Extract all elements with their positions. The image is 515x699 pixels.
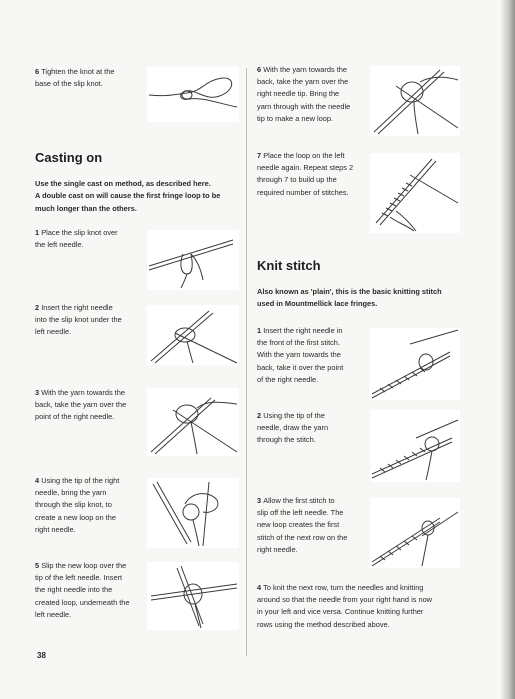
cast-on-step-2: 2 Insert the right needle into the slip knot under the left needle. (35, 303, 122, 337)
slip-knot-icon (147, 67, 239, 122)
knit-slip-off-icon (370, 498, 460, 568)
knit-stitch-heading: Knit stitch (257, 258, 321, 273)
page-number: 38 (37, 651, 46, 660)
knit-step-2: 2 Using the tip of the needle, draw the yarn through the stitch. (257, 411, 329, 445)
casting-on-heading: Casting on (35, 150, 103, 165)
right-needle-loop-icon (370, 66, 460, 136)
cast-on-step-4: 4 Using the tip of the right needle, bring the yarn through the slip knot, to create a new loop on the right needle. (35, 476, 120, 534)
cast-on-step-3: 3 With the yarn towards the back, take the yarn over the point of the right needle. (35, 388, 127, 422)
cast-on-step-5: 5 Slip the new loop over the tip of the left needle. Insert the right needle into the created loop, underneath the left needle. (35, 561, 130, 619)
left-step-6: 6 Tighten the knot at the base of the slip knot. (35, 67, 115, 89)
right-step-7: 7 Place the loop on the left needle again. Repeat steps 2 through 7 to build up the required number of stitches. (257, 151, 354, 197)
cast-on-step-1: 1 Place the slip knot over the left needle. (35, 228, 118, 250)
new-loop-icon (147, 478, 239, 548)
casting-on-intro: Use the single cast on method, as described here. A double cast on will cause the first fringe loop to be much longer than the others. (35, 179, 221, 213)
column-divider (246, 68, 247, 656)
loop-transfer-icon (147, 562, 239, 630)
knit-insert-icon (370, 328, 460, 400)
knit-step-1: 1 Insert the right needle in the front of the first stitch. With the yarn towards the back, take it over the point of the right needle. (257, 326, 344, 384)
knit-step-4: 4 To knit the next row, turn the needles and knitting around so that the needle from your right hand is now in your left and vice versa. Continue knitting further rows using the method described above. (257, 583, 433, 629)
book-spine-shadow (501, 0, 515, 699)
knit-step-3: 3 Allow the first stitch to slip off the left needle. The new loop creates the first stitch of the next row on the right needle. (257, 496, 348, 554)
knit-stitch-intro: Also known as 'plain', this is the basic knitting stitch used in Mountmellick lace fringes. (257, 287, 442, 309)
knit-draw-icon (370, 410, 460, 482)
yarn-over-icon (147, 388, 239, 456)
cast-on-row-icon (370, 153, 460, 233)
needles-crossed-icon (147, 305, 239, 365)
right-step-6: 6 With the yarn towards the back, take the yarn over the right needle tip. Bring the yarn through with the needle tip to make a new loop. (257, 65, 351, 123)
needle-with-loop-icon (147, 230, 239, 290)
